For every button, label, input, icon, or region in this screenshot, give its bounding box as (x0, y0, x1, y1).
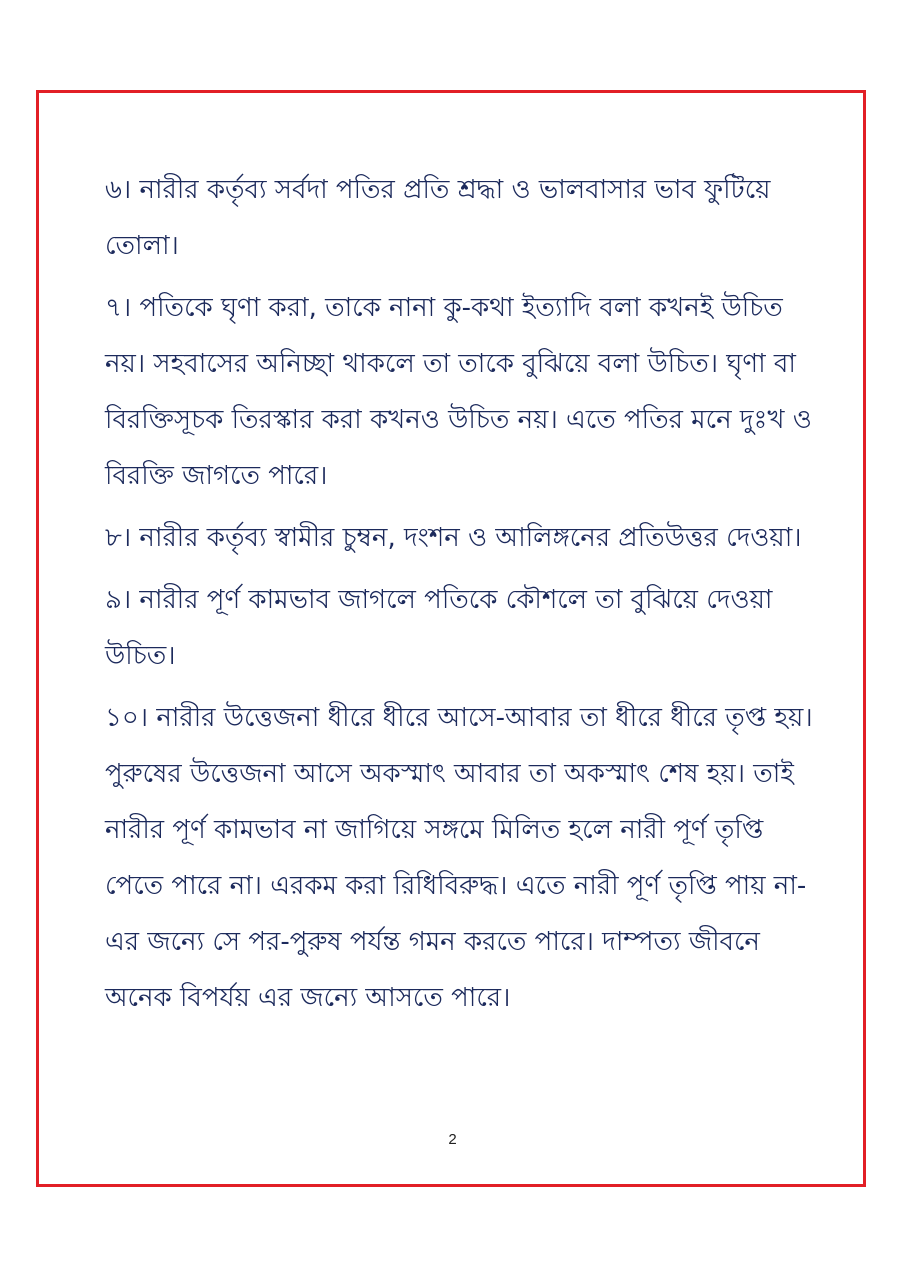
paragraph-10: ১০। নারীর উত্তেজনা ধীরে ধীরে আসে-আবার তা ধীরে ধীরে তৃপ্ত হয়। পুরুষের উত্তেজনা আসে অকস্মাৎ আবার তা অকস্মাৎ শেষ হয়। তাই নারীর পূর্ণ কামভাব না জাগিয়ে সঙ্গমে মিলিত হলে নারী পূর্ণ তৃপ্তি পেতে পারে না। এরকম করা রিধিবিরুদ্ধ। এতে নারী পূর্ণ তৃপ্তি পায় না- এর জন্যে সে পর-পুরুষ পর্যন্ত গমন করতে পারে। দাম্পত্য জীবনে অনেক বিপর্যয় এর জন্যে আসতে পারে। (105, 703, 813, 1013)
page-number: 2 (448, 1131, 457, 1148)
paragraph-6: ৬। নারীর কর্তৃব্য সর্বদা পতির প্রতি শ্রদ্ধা ও ভালবাসার ভাব ফুটিয়ে তোলা। (105, 175, 771, 261)
paragraph-7: ৭। পতিকে ঘৃণা করা, তাকে নানা কু-কথা ইত্যাদি বলা কখনই উচিত নয়। সহবাসের অনিচ্ছা থাকলে তা তাকে বুঝিয়ে বলা উচিত। ঘৃণা বা বিরক্তিসূচক তিরস্কার করা কখনও উচিত নয়। এতে পতির মনে দুঃখ ও বিরক্তি জাগতে পারে। (105, 293, 812, 491)
paragraph-9: ৯। নারীর পূর্ণ কামভাব জাগলে পতিকে কৌশলে তা বুঝিয়ে দেওয়া উচিত। (105, 585, 773, 671)
document-body (105, 162, 820, 1032)
paragraph-8: ৮। নারীর কর্তৃব্য স্বামীর চুম্বন, দংশন ও আলিঙ্গনের প্রতিউত্তর দেওয়া। (105, 523, 802, 553)
